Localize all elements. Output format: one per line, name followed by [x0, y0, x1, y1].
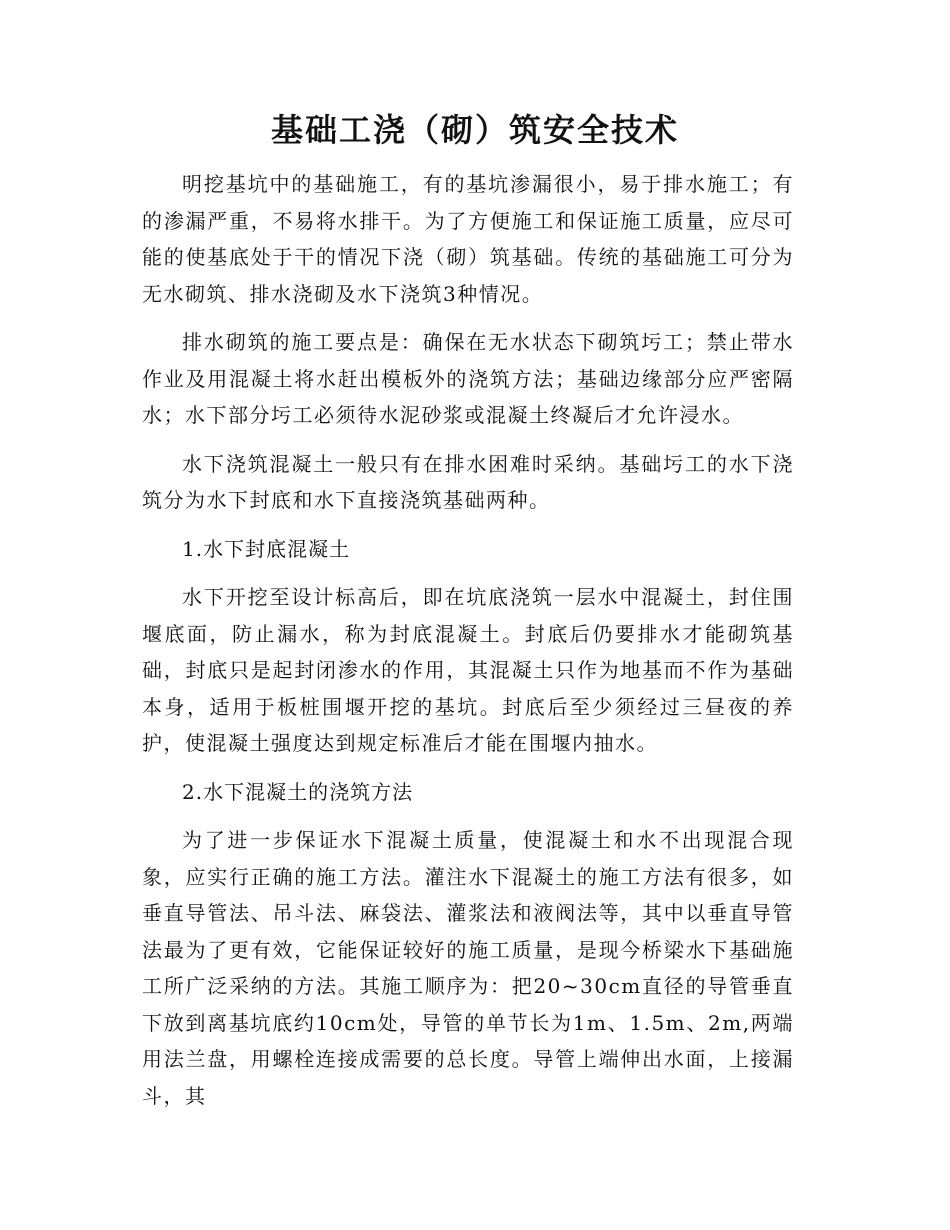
- document-body: [142, 166, 794, 1126]
- paragraph-intro: 明挖基坑中的基础施工，有的基坑渗漏很小，易于排水施工；有的渗漏严重，不易将水排干。为了方便施工和保证施工质量，应尽可能的使基底处于干的情况下浇（砌）筑基础。传统的基础施工可分为无水砌筑、排水浇砌及水下浇筑3种情况。: [142, 172, 794, 306]
- section-heading-2: 2.水下混凝土的浇筑方法: [182, 779, 414, 804]
- document-title: 基础工浇（砌）筑安全技术: [270, 111, 679, 149]
- paragraph-underwater-pouring: 水下浇筑混凝土一般只有在排水困难时采纳。基础圬工的水下浇筑分为水下封底和水下直接浇筑基础两种。: [142, 451, 794, 512]
- paragraph-pouring-method: 为了进一步保证水下混凝土质量，使混凝土和水不出现混合现象，应实行正确的施工方法。灌注水下混凝土的施工方法有很多，如垂直导管法、吊斗法、麻袋法、灌浆法和液阀法等，其中以垂直导管法最为了更有效，它能保证较好的施工质量，是现今桥梁水下基础施工所广泛采纳的方法。其施工顺序为：把20~30cm直径的导管垂直下放到离基坑底约10cm处，导管的单节长为1m、1.5m、2m,两端用法兰盘，用螺栓连接成需要的总长度。导管上端伸出水面，上接漏斗，其: [142, 828, 794, 1108]
- paragraph-drainage-masonry: 排水砌筑的施工要点是：确保在无水状态下砌筑圬工；禁止带水作业及用混凝土将水赶出模板外的浇筑方法；基础边缘部分应严密隔水；水下部分圬工必须待水泥砂浆或混凝土终凝后才允许浸水。: [142, 330, 794, 427]
- section-heading-1: 1.水下封底混凝土: [182, 536, 351, 561]
- paragraph-bottom-sealing: 水下开挖至设计标高后，即在坑底浇筑一层水中混凝土，封住围堰底面，防止漏水，称为封底混凝土。封底后仍要排水才能砌筑基础，封底只是起封闭渗水的作用，其混凝土只作为地基而不作为基础本身，适用于板桩围堰开挖的基坑。封底后至少须经过三昼夜的养护，使混凝土强度达到规定标准后才能在围堰内抽水。: [142, 585, 794, 755]
